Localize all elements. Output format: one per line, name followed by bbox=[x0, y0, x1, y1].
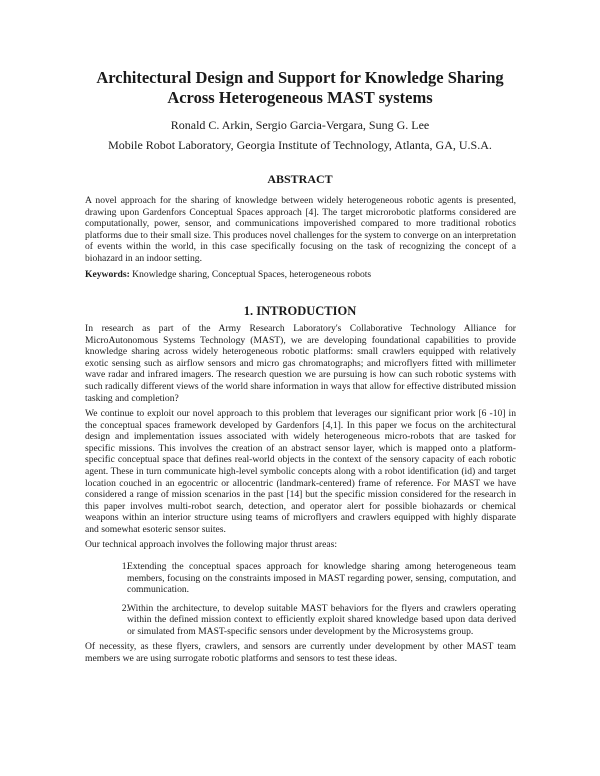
title-line-1: Architectural Design and Support for Knowledge Sharing bbox=[96, 68, 504, 87]
intro-paragraph-1: In research as part of the Army Research Laboratory's Collaborative Technology Alliance for MicroAutonomous Systems Technology (MAST), we are developing foundational capabilities to provide knowledge sharing across widely heterogeneous robotic platforms: small crawlers equipped with relatively exotic sensing such as airflow sensors and micro gas chromatographs; and microflyers fitted with millimeter wave radar and infrared imagers. The research question we are pursuing is how can such robotic systems with such radically different views of the world share information in ways that allow for effective distributed mission tasking and completion? bbox=[85, 323, 516, 404]
list-item-text: Within the architecture, to develop suitable MAST behaviors for the flyers and crawlers operating within the defined mission context to efficiently exploit shared knowledge based upon data derived or simulated from MAST-specific sensors under development by the Microsystems group. bbox=[127, 602, 516, 637]
section-heading-introduction: 1. INTRODUCTION bbox=[243, 304, 357, 318]
author-list: Ronald C. Arkin, Sergio Garcia-Vergara, Sung G. Lee bbox=[170, 118, 430, 132]
list-item bbox=[85, 561, 516, 596]
list-item-number: 2. bbox=[121, 602, 129, 614]
title-line-2: Across Heterogeneous MAST systems bbox=[167, 88, 433, 107]
intro-paragraph-4: Of necessity, as these flyers, crawlers, and sensors are currently under development by other MAST team members we are using surrogate robotic platforms and sensors to test these ideas. bbox=[85, 641, 516, 664]
intro-paragraph-3: Our technical approach involves the following major thrust areas: bbox=[85, 539, 338, 550]
list-item-text: Extending the conceptual spaces approach for knowledge sharing among heterogeneous team members, focusing on the constraints imposed in MAST regarding power, sensing, computation, and communication. bbox=[127, 561, 516, 596]
paper-title bbox=[40, 68, 560, 108]
keywords-line bbox=[85, 269, 516, 281]
thrust-area-list bbox=[85, 561, 516, 638]
list-item-number: 1. bbox=[121, 561, 129, 572]
intro-paragraph-2: We continue to exploit our novel approach to this problem that leverages our significant prior work [6 -10] in the conceptual spaces framework developed by Gardenfors [4,1]. In this paper we focus on the architectural design and implementation issues associated with widely heterogeneous micro-robots that are tasked for specific missions. This involves the creation of an abstract sensor layer, which is mapped onto a platform-specific conceptual space that defines real-world objects in the context of the sensory capacity of each robotic agent. These in turn communicate high-level symbolic concepts along with a robot identification (id) and target location couched in an egocentric or allocentric (landmark-centered) frame of reference. For MAST we have considered a range of mission scenarios in the past [14] but the specific mission considered for the research in this paper involves multi-robot search, detection, and operator alert for possible biohazards or chemical weapons within an interior structure using teams of microflyers and crawlers equipped with highly disparate and somewhat esoteric sensor suites. bbox=[85, 408, 516, 535]
abstract-heading: ABSTRACT bbox=[267, 172, 333, 186]
list-item bbox=[85, 603, 516, 638]
abstract-text: A novel approach for the sharing of knowledge between widely heterogeneous robotic agents is presented, drawing upon Gardenfors Conceptual Spaces approach [4]. The target microrobotic platforms considered are computationally, power, sensor, and communications impoverished compared to more traditional robotics platforms due to their small size. This produces novel challenges for the system to converge on an interpretation of events within the world, in this case specifically focusing on the task of recognizing the concept of a biohazard in an indoor setting. bbox=[85, 195, 516, 264]
keywords-label: Keywords: bbox=[85, 269, 130, 280]
affiliation: Mobile Robot Laboratory, Georgia Institute of Technology, Atlanta, GA, U.S.A. bbox=[108, 138, 492, 152]
keywords-text: Knowledge sharing, Conceptual Spaces, heterogeneous robots bbox=[132, 269, 372, 280]
